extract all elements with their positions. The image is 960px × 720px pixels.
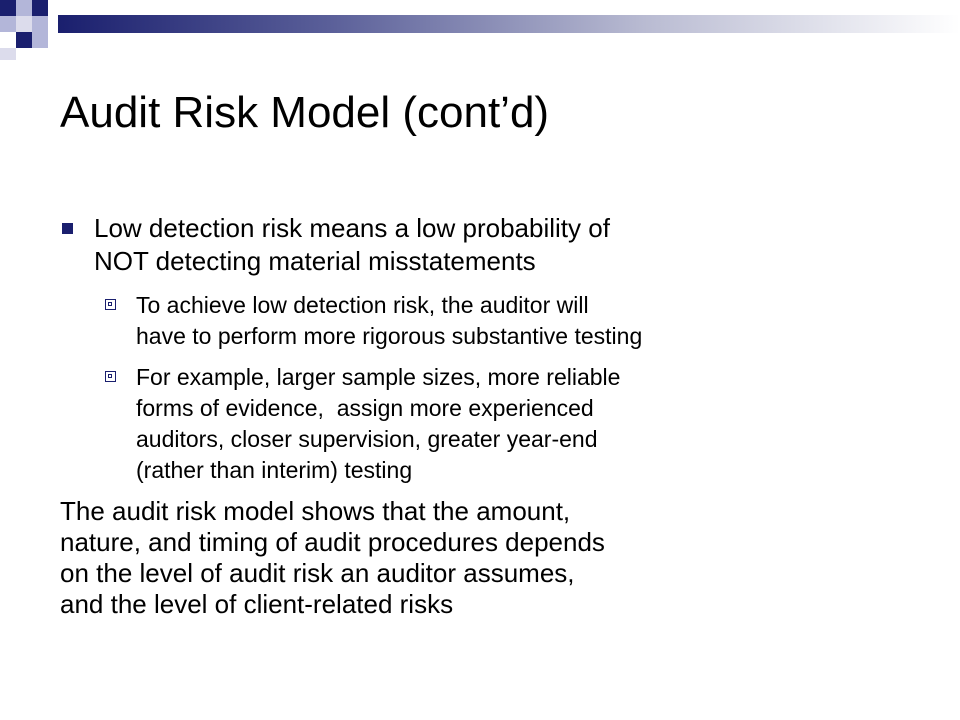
slide-body [60, 212, 920, 620]
sub-bullet-line: To achieve low detection risk, the auditor will [136, 292, 589, 318]
sub-bullet-line: auditors, closer supervision, greater year-end [136, 426, 598, 452]
paragraph-line: The audit risk model shows that the amount, [60, 496, 571, 526]
body-paragraph [60, 496, 892, 620]
header-decoration [0, 0, 960, 60]
deco-square [16, 16, 32, 32]
sub-bullet-line: forms of evidence, assign more experienced [136, 395, 594, 421]
sub-bullet-line: For example, larger sample sizes, more reliable [136, 364, 621, 390]
deco-square [0, 48, 16, 60]
paragraph-line: nature, and timing of audit procedures depends [60, 527, 605, 557]
bullet-line: Low detection risk means a low probability of [94, 213, 610, 243]
deco-square [32, 0, 48, 16]
deco-square [32, 32, 48, 48]
bullet-item [60, 212, 920, 278]
slide-title: Audit Risk Model (cont’d) [60, 88, 550, 137]
hollow-square-bullet-icon [105, 299, 116, 310]
deco-square [16, 0, 32, 16]
sub-bullet-line: have to perform more rigorous substantive testing [136, 323, 643, 349]
paragraph-line: and the level of client-related risks [60, 589, 454, 619]
bullet-line: NOT detecting material misstatements [94, 246, 536, 276]
deco-square [0, 0, 16, 16]
deco-square [0, 16, 16, 32]
deco-square [16, 32, 32, 48]
square-bullet-icon [62, 223, 73, 234]
sub-bullet-item [60, 362, 876, 486]
paragraph-line: on the level of audit risk an auditor assumes, [60, 558, 575, 588]
sub-bullet-line: (rather than interim) testing [136, 457, 413, 483]
header-gradient-bar [58, 15, 960, 33]
deco-square [32, 16, 48, 32]
sub-bullet-item [60, 290, 876, 352]
hollow-square-bullet-icon [105, 371, 116, 382]
